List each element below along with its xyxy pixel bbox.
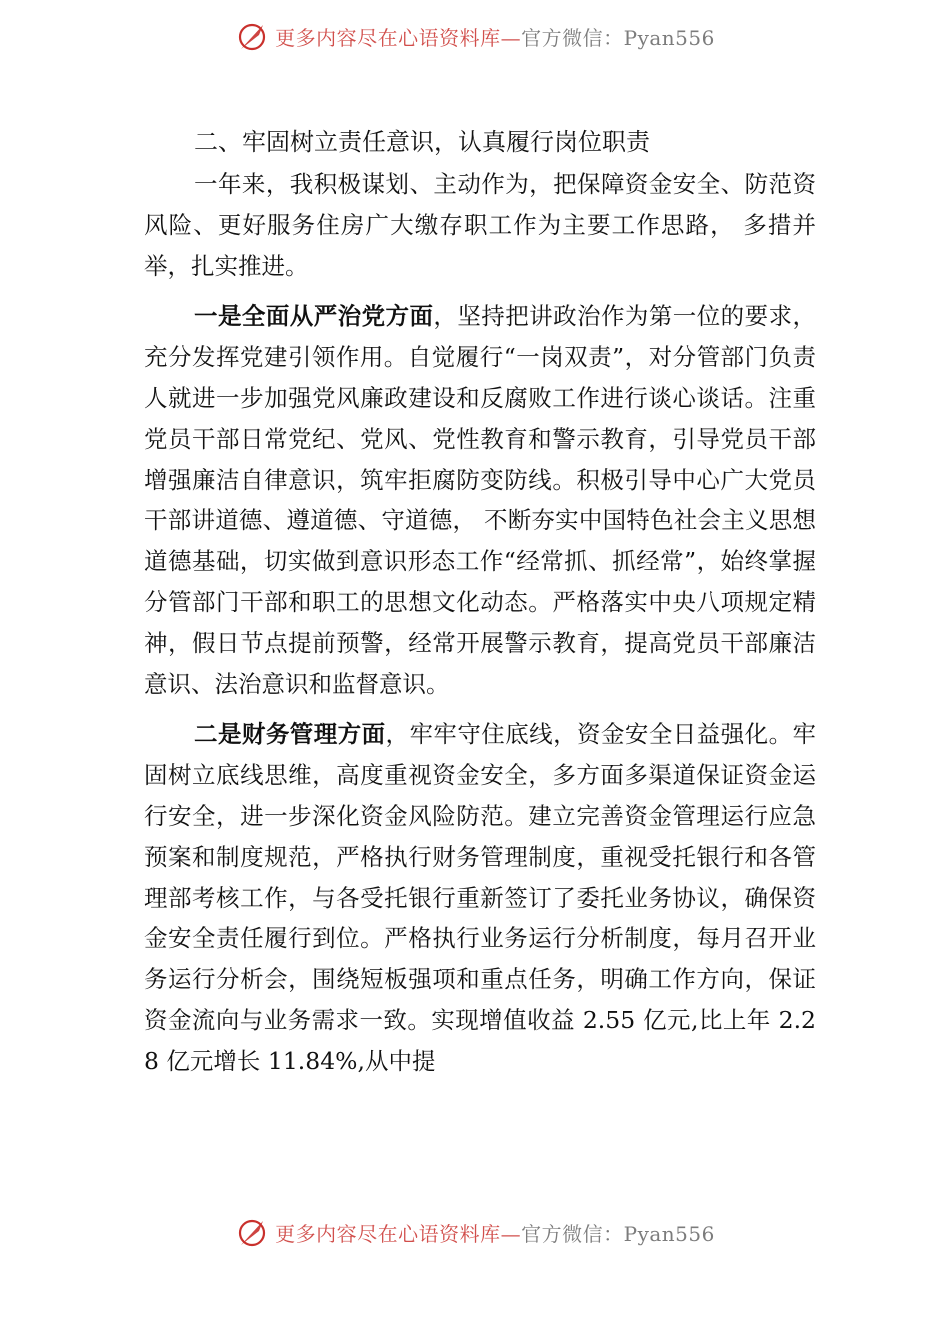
financial-management-text: ，牢牢守住底线，资金安全日益强化。牢固树立底线思维，高度重视资金安全，多方面多渠道保证资金运行安全，进一步深化资金风险防范。建立完善资金管理运行应急预案和制度规范，严格执行财务管理制度，重视受托银行和各管理部考核工作，与各受托银行重新签订了委托业务协议，确保资金安全责任履行到位。严格执行业务运行分析制度，每月召开业务运行分析会，围绕短板强项和重点任务，明确工作方向，保证资金流向与业务需求一致。实现增值收益 2.55 亿元,比上年 2.28 亿元增长 11.84%,从中提 xyxy=(144,720,817,1075)
intro-paragraph: 一年来，我积极谋划、主动作为，把保障资金安全、防范资风险、更好服务住房广大缴存职工作为主要工作思路， 多措并举，扎实推进。 xyxy=(144,170,816,280)
watermark-dash: — xyxy=(500,25,522,50)
watermark-wechat: 官方微信：Pyan556 xyxy=(521,1221,715,1246)
party-governance-lead: 一是全面从严治党方面 xyxy=(194,302,434,331)
document-body xyxy=(144,122,816,1092)
section-heading: 二、牢固树立责任意识，认真履行岗位职责 xyxy=(194,128,650,156)
watermark-title: 更多内容尽在心语资料库 xyxy=(275,1221,501,1246)
quill-circle-icon xyxy=(235,1215,269,1249)
watermark-text xyxy=(275,22,715,51)
party-governance-paragraph xyxy=(144,296,816,704)
financial-management-lead: 二是财务管理方面 xyxy=(194,720,386,749)
header-watermark-banner xyxy=(0,14,950,58)
financial-management-paragraph xyxy=(144,714,816,1081)
watermark-title: 更多内容尽在心语资料库 xyxy=(275,25,501,50)
party-governance-text: ，坚持把讲政治作为第一位的要求，充分发挥党建引领作用。自觉履行“一岗双责”，对分管部门负责人就进一步加强党风廉政建设和反腐败工作进行谈心谈话。注重党员干部日常党纪、党风、党性教育和警示教育，引导党员干部增强廉洁自律意识，筑牢拒腐防变防线。积极引导中心广大党员干部讲道德、遵道德、守道德， 不断夯实中国特色社会主义思想道德基础，切实做到意识形态工作“经常抓、抓经常”，始终掌握分管部门干部和职工的思想文化动态。严格落实中央八项规定精神，假日节点提前预警，经常开展警示教育，提高党员干部廉洁意识、法治意识和监督意识。 xyxy=(144,302,817,698)
watermark-dash: — xyxy=(500,1221,522,1246)
watermark-wechat: 官方微信：Pyan556 xyxy=(521,25,715,50)
watermark-text xyxy=(275,1218,715,1247)
quill-circle-icon xyxy=(235,19,269,53)
footer-watermark-banner xyxy=(0,1210,950,1254)
